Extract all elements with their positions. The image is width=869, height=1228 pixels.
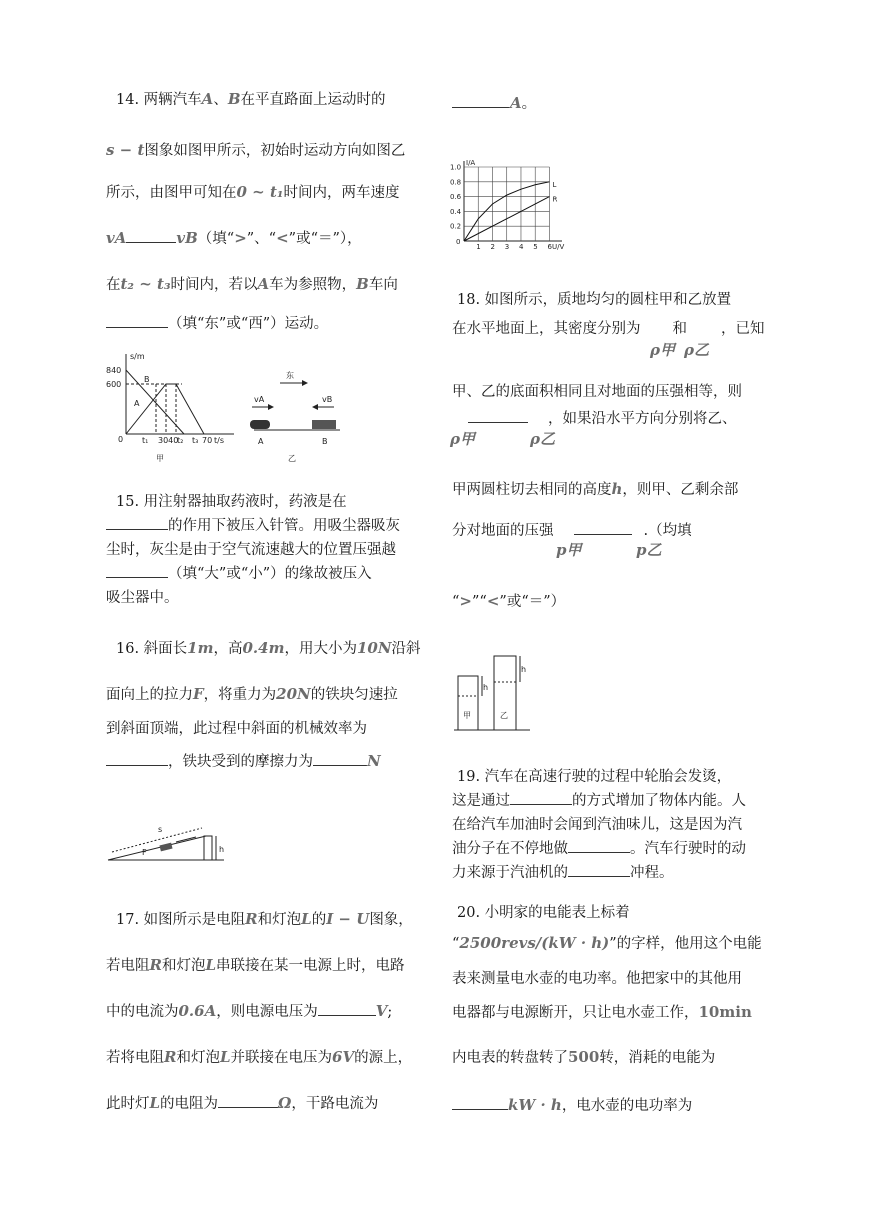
math-gt: > — [234, 229, 247, 247]
answer-blank[interactable] — [574, 522, 632, 535]
text: 图象如图甲所示，初始时运动方向如图乙 — [144, 143, 406, 159]
text: （填“ — [197, 231, 235, 247]
label-carA: A — [258, 437, 264, 446]
q18-cylinders-figure — [452, 652, 532, 734]
chart-grid — [464, 161, 562, 241]
label-vA: vA — [254, 395, 265, 404]
x-tick-label: 4 — [518, 243, 524, 251]
math-h: h — [611, 480, 623, 498]
text: 的方式增加了物体内能。人 — [572, 793, 746, 809]
text: 图象， — [369, 912, 413, 928]
label-carB: B — [322, 437, 328, 446]
q17-line5 — [106, 1092, 378, 1113]
math-V: V — [375, 1002, 388, 1020]
math-rho-jia: ρ甲 — [650, 341, 675, 359]
math-6V: 6V — [332, 1048, 355, 1066]
x-unit: t/s — [214, 436, 224, 445]
series-label-L: L — [552, 180, 557, 189]
math-0.6A: 0.6A — [178, 1002, 217, 1020]
math-A: A — [510, 94, 522, 112]
math-p-jia: p甲 — [556, 541, 582, 559]
text: “ — [452, 594, 460, 610]
math-R: R — [164, 1048, 177, 1066]
text: 串联接在某一电源上时，电路 — [216, 958, 405, 974]
text: ，铁块受到的摩擦力为 — [168, 754, 313, 770]
text: 14. 两辆汽车 — [116, 92, 202, 108]
answer-blank[interactable] — [468, 410, 528, 423]
q14-figure — [104, 350, 344, 468]
answer-blank[interactable] — [452, 1097, 508, 1110]
q16-incline-figure — [106, 818, 226, 868]
q14-line5 — [106, 273, 398, 294]
q17-line1 — [116, 908, 413, 929]
text: ，已知 — [721, 321, 765, 337]
text: 16. 斜面长 — [116, 641, 188, 657]
text: 时间内，两车速度 — [283, 185, 400, 201]
tick-600: 600 — [106, 380, 122, 389]
q19-line2 — [452, 789, 746, 810]
q15-line1: 15. 用注射器抽取药液时，药液是在 — [116, 494, 347, 510]
math-R: R — [149, 956, 162, 974]
iron-block — [159, 843, 172, 852]
text: 、 — [213, 92, 228, 108]
text: 所示，由图甲可知在 — [106, 185, 237, 201]
label-B: B — [144, 375, 150, 384]
math-rho-yi: ρ乙 — [530, 430, 555, 448]
answer-blank[interactable] — [126, 230, 176, 243]
label-F: F — [142, 848, 147, 857]
text: 车为参照物， — [269, 277, 357, 293]
math-F: F — [193, 685, 204, 703]
math-1m: 1m — [187, 639, 214, 657]
y-label: s/m — [130, 352, 145, 361]
origin-label: 0 — [456, 238, 461, 246]
line-B — [126, 384, 204, 434]
text: 和灯泡 — [176, 1050, 220, 1066]
text: 的源上， — [354, 1050, 413, 1066]
math-vA: vA — [106, 229, 127, 247]
text: 在平直路面上运动时的 — [240, 92, 386, 108]
text: 沿斜 — [391, 641, 421, 657]
q19-line1: 19. 汽车在高速行驶的过程中轮胎会发烫， — [457, 769, 732, 785]
q20-line2 — [452, 932, 762, 953]
math-s-t: s − t — [106, 141, 145, 159]
math-p-yi: p乙 — [636, 541, 662, 559]
y-tick-label: 0.4 — [450, 207, 462, 216]
text: ”“ — [472, 594, 487, 610]
tick-t2: t₂ — [177, 436, 184, 445]
car-A — [250, 420, 270, 429]
q17-iu-chart — [450, 155, 570, 255]
text: .（均填 — [643, 523, 692, 539]
math-rho-jia: ρ甲 — [450, 430, 475, 448]
direction-east: 东 — [286, 371, 294, 380]
math-ohm: Ω — [278, 1094, 292, 1112]
math-interval-t1: 0 ~ t₁ — [236, 183, 284, 201]
answer-blank[interactable] — [106, 565, 168, 578]
text: 冲程。 — [630, 865, 674, 881]
math-B: B — [356, 275, 369, 293]
q18-line6 — [452, 519, 692, 540]
text: ”、“ — [246, 231, 277, 247]
label-vB: vB — [322, 395, 333, 404]
text: 若电阻 — [106, 958, 150, 974]
math-gt: > — [459, 592, 472, 610]
math-L: L — [301, 910, 312, 928]
text: ，用大小为 — [284, 641, 357, 657]
math-lt: < — [276, 229, 289, 247]
math-20N: 20N — [276, 685, 311, 703]
q20-line1: 20. 小明家的电能表上标着 — [457, 905, 630, 921]
y-tick-label: 0.2 — [450, 222, 462, 231]
q18-line2 — [452, 317, 765, 338]
q14-line6 — [106, 312, 328, 333]
text: 在水平地面上，其密度分别为 — [452, 321, 641, 337]
text: 的铁块匀速拉 — [310, 687, 398, 703]
tick-840: 840 — [106, 366, 122, 375]
text: “ — [452, 936, 460, 952]
q18-line5 — [452, 478, 738, 499]
math-interval-t2-t3: t₂ ~ t₃ — [120, 275, 171, 293]
q15-line2 — [106, 514, 400, 535]
text: ，高 — [213, 641, 243, 657]
q14-line2 — [106, 139, 405, 160]
text: ，干路电流为 — [291, 1096, 379, 1112]
answer-blank[interactable] — [106, 753, 168, 766]
chart-labels — [450, 159, 564, 251]
origin: 0 — [118, 435, 124, 444]
math-10N: 10N — [356, 639, 392, 657]
text: ; — [387, 1004, 393, 1020]
text: 这是通过 — [452, 793, 510, 809]
text: ”或“＝”） — [499, 594, 566, 610]
y-tick-label: 1.0 — [450, 163, 462, 172]
q18-line1: 18. 如图所示，质地均匀的圆柱甲和乙放置 — [457, 292, 732, 308]
q14-line1 — [116, 88, 386, 109]
y-tick-label: 0.6 — [450, 193, 462, 202]
text: 甲两圆柱切去相同的高度 — [452, 482, 612, 498]
math-vB: vB — [176, 229, 198, 247]
math-L: L — [219, 1048, 231, 1066]
answer-blank[interactable] — [318, 1003, 376, 1016]
label-jia: 甲 — [463, 711, 471, 720]
q17-continuation — [452, 92, 536, 113]
label-yi: 乙 — [500, 711, 508, 720]
text: 内电表的转盘转了 — [452, 1050, 568, 1066]
label-A: A — [134, 399, 140, 408]
q15-line4 — [106, 562, 372, 583]
text: （填“大”或“小”）的缘故被压入 — [168, 566, 372, 582]
math-rho-yi: ρ乙 — [684, 341, 709, 359]
arrow-head — [302, 380, 308, 386]
text: 并联接在电压为 — [230, 1050, 333, 1066]
text: 中的电流为 — [106, 1004, 179, 1020]
text: 的 — [311, 912, 327, 928]
answer-blank[interactable] — [106, 315, 168, 328]
label-s: s — [158, 825, 163, 834]
support-block — [204, 836, 212, 860]
text: 电器都与电源断开，只让电水壶工作， — [452, 1005, 699, 1021]
q16-line4 — [106, 750, 381, 771]
q15-line3: 尘时，灰尘是由于空气流速越大的位置压强越 — [106, 542, 396, 558]
text: 车向 — [368, 277, 398, 293]
q17-line2 — [106, 954, 405, 975]
text: ，如果沿水平方向分别将乙、 — [548, 411, 737, 427]
label-h: h — [483, 683, 489, 692]
q17-line4 — [106, 1046, 412, 1067]
text: 和 — [672, 321, 687, 337]
q16-line1 — [116, 637, 421, 658]
answer-blank[interactable] — [218, 1095, 278, 1108]
x-tick-label: 5 — [533, 243, 538, 251]
text: 分对地面的压强 — [452, 523, 554, 539]
math-10min: 10min — [698, 1003, 752, 1021]
text: ，将重力为 — [203, 687, 277, 703]
series-label-R: R — [552, 195, 558, 204]
incline — [108, 836, 206, 860]
cylinder-jia — [458, 676, 478, 730]
text: 和灯泡 — [161, 958, 206, 974]
text: 若将电阻 — [106, 1050, 164, 1066]
q18-line4 — [452, 407, 737, 428]
label-h: h — [521, 665, 527, 674]
q18-line3: 甲、乙的底面积相同且对地面的压强相等，则 — [452, 384, 742, 400]
q16-line2 — [106, 683, 398, 704]
x-axis-label: U/V — [552, 243, 565, 251]
text: 在 — [106, 277, 121, 293]
x-tick-label: 2 — [490, 243, 495, 251]
answer-blank[interactable] — [568, 864, 630, 877]
text: 的作用下被压入针管。用吸尘器吸灰 — [168, 518, 400, 534]
math-500: 500 — [568, 1048, 600, 1066]
answer-blank[interactable] — [510, 792, 572, 805]
text: ，则电源电压为 — [216, 1004, 318, 1020]
q14-line3 — [106, 181, 399, 202]
text: （填“东”或“西”）运动。 — [168, 316, 329, 332]
y-tick-label: 0.8 — [450, 178, 462, 187]
q15-line5: 吸尘器中。 — [106, 590, 179, 606]
tick-t3: t₃ — [192, 436, 199, 445]
math-A: A — [201, 90, 214, 108]
q20-line4 — [452, 1001, 752, 1022]
caption-jia: 甲 — [156, 454, 164, 463]
caption-yi: 乙 — [288, 454, 296, 463]
text: 。 — [521, 96, 537, 112]
arrow-head — [312, 404, 318, 410]
answer-blank[interactable] — [106, 517, 168, 530]
text: 和灯泡 — [257, 912, 302, 928]
math-L: L — [205, 956, 217, 974]
y-axis-label: I/A — [466, 159, 476, 167]
q20-line5 — [452, 1046, 715, 1067]
q19-line4 — [452, 837, 746, 858]
math-0.4m: 0.4m — [242, 639, 285, 657]
text: 此时灯 — [106, 1096, 150, 1112]
text: ”或“＝”）， — [288, 231, 362, 247]
answer-blank[interactable] — [568, 840, 630, 853]
math-lt: < — [486, 592, 500, 610]
q20-line3: 表来测量电水壶的电功率。他把家中的其他用 — [452, 971, 742, 987]
math-I-U: I − U — [326, 910, 370, 928]
q18-line7 — [452, 590, 565, 611]
math-kWh: kW · h — [508, 1096, 562, 1114]
q14-line4 — [106, 227, 362, 248]
text: 力来源于汽油机的 — [452, 865, 568, 881]
answer-blank[interactable] — [313, 753, 367, 766]
text: 的电阻为 — [160, 1096, 219, 1112]
text: ”的字样，他用这个电能 — [609, 936, 762, 952]
text: 时间内，若以 — [170, 277, 258, 293]
tick-3040: 3040 — [158, 436, 179, 445]
text: ，电水壶的电功率为 — [561, 1098, 693, 1114]
math-B: B — [227, 90, 241, 108]
tick-70: 70 — [202, 436, 213, 445]
tick-t1: t₁ — [142, 436, 149, 445]
math-A: A — [257, 275, 270, 293]
text: 面向上的拉力 — [106, 687, 193, 703]
math-L: L — [149, 1094, 161, 1112]
q20-line6 — [452, 1094, 692, 1115]
x-tick-label: 3 — [504, 243, 510, 251]
q16-line3: 到斜面顶端，此过程中斜面的机械效率为 — [106, 721, 367, 737]
x-tick-label: 1 — [476, 243, 481, 251]
text: ，则甲、乙剩余部 — [622, 482, 739, 498]
text: 17. 如图所示是电阻 — [116, 912, 246, 928]
math-2500revs: 2500revs/(kW · h) — [459, 934, 610, 952]
arrow-head — [268, 404, 274, 410]
car-B — [312, 420, 336, 429]
text: 转，消耗的电能为 — [599, 1050, 716, 1066]
text: 油分子在不停地做 — [452, 841, 568, 857]
q17-line3 — [106, 1000, 392, 1021]
x-tick-label: 6 — [547, 243, 552, 251]
text: 。汽车行驶时的动 — [630, 841, 746, 857]
math-R: R — [245, 910, 258, 928]
q19-line3: 在给汽车加油时会闻到汽油味儿，这是因为汽 — [452, 817, 742, 833]
label-h: h — [219, 845, 225, 854]
q19-line5 — [452, 861, 674, 882]
answer-blank[interactable] — [452, 95, 510, 108]
math-N: N — [367, 752, 381, 770]
